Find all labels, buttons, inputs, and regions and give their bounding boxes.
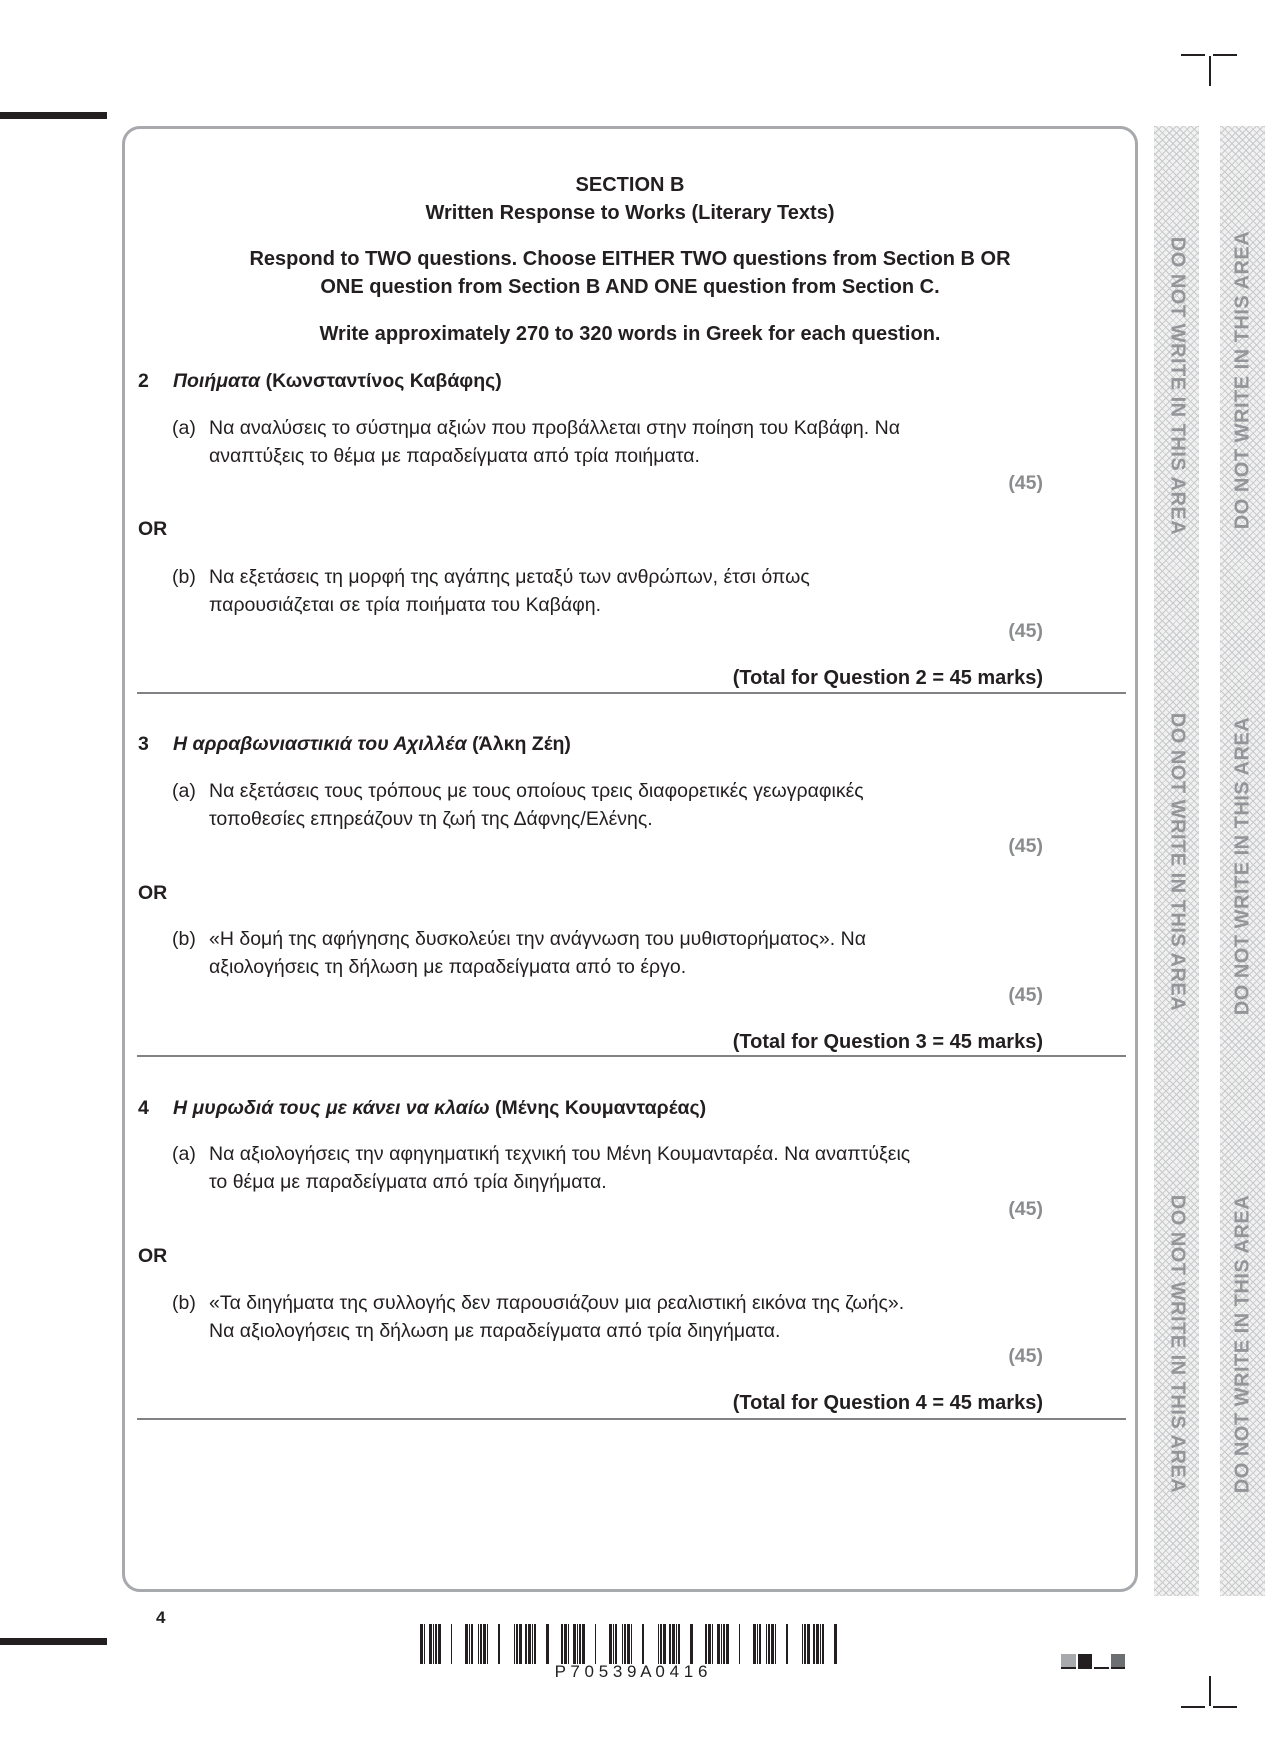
barcode-bars	[420, 1624, 842, 1664]
marks: (45)	[1008, 1345, 1043, 1367]
instruction: ONE question from Section B AND ONE question from Section C.	[320, 276, 940, 298]
barcode-bar	[573, 1624, 576, 1664]
barcode-bar	[672, 1624, 675, 1664]
barcode-bar	[615, 1624, 617, 1664]
barcode-bar	[807, 1624, 810, 1664]
marks: (45)	[1008, 984, 1043, 1006]
question-text: Να εξετάσεις τη μορφή της αγάπης μεταξύ των ανθρώπων, έτσι όπως	[209, 566, 810, 588]
section-subtitle: Written Response to Works (Literary Texts)	[425, 202, 835, 224]
barcode-bar	[451, 1624, 452, 1664]
question-total: (Total for Question 4 = 45 marks)	[732, 1392, 1043, 1414]
marks: (45)	[1008, 472, 1043, 494]
question-title	[173, 1097, 706, 1120]
barcode-bar	[660, 1624, 662, 1664]
barcode-bar	[438, 1624, 441, 1664]
barcode-bar	[568, 1624, 569, 1664]
question-title	[173, 370, 502, 393]
barcode-bar	[469, 1624, 470, 1664]
barcode-bar	[577, 1624, 578, 1664]
crop-mark	[1209, 1676, 1211, 1706]
marks: (45)	[1008, 620, 1043, 642]
barcode-bar	[705, 1624, 707, 1664]
crop-mark	[1213, 1706, 1237, 1708]
question-total: (Total for Question 3 = 45 marks)	[732, 1031, 1043, 1053]
barcode-bar	[786, 1624, 788, 1664]
work-author: (Άλκη Ζέη)	[472, 733, 571, 755]
page-number: 4	[156, 1608, 166, 1627]
barcode-bar	[802, 1624, 803, 1664]
barcode-bar	[813, 1624, 815, 1664]
margin-warning: DO NOT WRITE IN THIS AREA	[1166, 1194, 1188, 1494]
part-label: (a)	[172, 417, 196, 439]
barcode-bar	[525, 1624, 527, 1664]
question-text: Να αναλύσεις το σύστημα αξιών που προβάλλεται στην ποίηση του Καβάφη. Να	[209, 417, 900, 439]
part-label: (b)	[172, 566, 196, 588]
crop-mark	[1181, 54, 1205, 56]
marks: (45)	[1008, 835, 1043, 857]
barcode-bar	[708, 1624, 711, 1664]
instruction: Respond to TWO questions. Choose EITHER TWO questions from Section B OR	[249, 248, 1011, 270]
barcode-bar	[766, 1624, 767, 1664]
barcode-bar	[678, 1624, 680, 1664]
work-title: Η αρραβωνιαστικιά του Αχιλλέα	[173, 733, 467, 755]
or-label: OR	[138, 518, 168, 540]
barcode-bar	[579, 1624, 581, 1664]
margin-warning: DO NOT WRITE IN THIS AREA	[1231, 230, 1253, 530]
barcode-bar	[712, 1624, 713, 1664]
crop-mark	[1209, 56, 1211, 86]
barcode-bar	[753, 1624, 756, 1664]
barcode-bar	[519, 1624, 522, 1664]
question-total: (Total for Question 2 = 45 marks)	[732, 667, 1043, 689]
barcode-bar	[429, 1624, 432, 1664]
crop-mark	[1213, 54, 1237, 56]
barcode-bar	[723, 1624, 725, 1664]
question-title	[173, 733, 571, 756]
margin-bar-bottom	[0, 1638, 107, 1645]
barcode-bar	[663, 1624, 666, 1664]
barcode-bar	[609, 1624, 612, 1664]
barcode-bar	[820, 1624, 821, 1664]
work-title: Η μυρωδιά τους με κάνει να κλαίω	[173, 1097, 490, 1119]
question-text: αναπτύξεις το θέμα με παραδείγματα από τρία ποιήματα.	[209, 445, 700, 467]
margin-strip-inner	[1154, 126, 1199, 1596]
crop-mark	[1181, 1706, 1205, 1708]
barcode-bar	[534, 1624, 536, 1664]
barcode-bar	[690, 1624, 693, 1664]
barcode-bar	[739, 1624, 740, 1664]
work-title: Ποιήματα	[173, 370, 261, 392]
barcode-bar	[564, 1624, 567, 1664]
marks: (45)	[1008, 1198, 1043, 1220]
barcode-bar	[622, 1624, 623, 1664]
margin-warning: DO NOT WRITE IN THIS AREA	[1231, 716, 1253, 1016]
margin-warning: DO NOT WRITE IN THIS AREA	[1166, 712, 1188, 1012]
barcode-text: P 7 0 5 3 9 A 0 4 1 6	[554, 1662, 708, 1681]
divider	[137, 692, 1126, 694]
question-text: τοποθεσίες επηρεάζουν τη ζωή της Δάφνης/Ελένης.	[209, 808, 653, 830]
barcode-bar	[483, 1624, 486, 1664]
barcode-bar	[582, 1624, 585, 1664]
barcode-bar	[757, 1624, 758, 1664]
question-text: Να αξιολογήσεις τη δήλωση με παραδείγματα από τρία διηγήματα.	[209, 1320, 781, 1342]
barcode-bar	[480, 1624, 482, 1664]
barcode-bar	[514, 1624, 515, 1664]
margin-strip-outer	[1220, 126, 1265, 1596]
question-text: «Η δομή της αφήγησης δυσκολεύει την ανάγνωση του μυθιστορήματος». Να	[209, 928, 866, 950]
barcode-bar	[627, 1624, 630, 1664]
barcode-bar	[804, 1624, 806, 1664]
barcode-bar	[487, 1624, 488, 1664]
work-author: (Μένης Κουμανταρέας)	[494, 1097, 707, 1119]
question-text: παρουσιάζεται σε τρία ποιήματα του Καβάφη.	[209, 594, 602, 616]
margin-bar-top	[0, 112, 107, 119]
barcode-bar	[631, 1624, 632, 1664]
barcode-bar	[471, 1624, 473, 1664]
barcode-bar	[420, 1624, 423, 1664]
barcode-bar	[834, 1624, 837, 1664]
section-title: SECTION B	[575, 174, 685, 196]
question-text: «Τα διηγήματα της συλλογής δεν παρουσιάζουν μια ρεαλιστική εικόνα της ζωής».	[209, 1292, 905, 1314]
barcode-bar	[546, 1624, 549, 1664]
question-number: 3	[138, 733, 149, 755]
barcode-bar	[775, 1624, 776, 1664]
barcode-bar	[676, 1624, 677, 1664]
barcode	[420, 1624, 842, 1664]
barcode-bar	[478, 1624, 479, 1664]
barcode-bar	[516, 1624, 518, 1664]
margin-warning: DO NOT WRITE IN THIS AREA	[1166, 236, 1188, 536]
barcode-bar	[642, 1624, 644, 1664]
barcode-bar	[595, 1624, 596, 1664]
barcode-bar	[717, 1624, 720, 1664]
divider	[137, 1055, 1126, 1057]
barcode-bar	[532, 1624, 533, 1664]
work-author: (Κωνσταντίνος Καβάφης)	[265, 370, 502, 392]
barcode-bar	[768, 1624, 770, 1664]
instruction: Write approximately 270 to 320 words in Greek for each question.	[319, 323, 941, 345]
barcode-bar	[465, 1624, 468, 1664]
barcode-bar	[424, 1624, 425, 1664]
part-label: (b)	[172, 1292, 196, 1314]
barcode-bar	[822, 1624, 824, 1664]
barcode-bar	[435, 1624, 437, 1664]
or-label: OR	[138, 1245, 168, 1267]
part-label: (a)	[172, 780, 196, 802]
barcode-bar	[433, 1624, 434, 1664]
or-label: OR	[138, 882, 168, 904]
barcode-bar	[528, 1624, 531, 1664]
barcode-bar	[498, 1624, 500, 1664]
barcode-bar	[759, 1624, 761, 1664]
barcode-bar	[624, 1624, 626, 1664]
barcode-bar	[771, 1624, 774, 1664]
divider	[137, 1418, 1126, 1420]
margin-warning: DO NOT WRITE IN THIS AREA	[1231, 1194, 1253, 1494]
question-text: αξιολογήσεις τη δήλωση με παραδείγματα από το έργο.	[209, 956, 687, 978]
question-text: το θέμα με παραδείγματα από τρία διηγήματα.	[209, 1171, 607, 1193]
barcode-bar	[613, 1624, 614, 1664]
barcode-bar	[658, 1624, 659, 1664]
question-number: 4	[138, 1097, 149, 1119]
question-text: Να αξιολογήσεις την αφηγηματική τεχνική του Μένη Κουμανταρέα. Να αναπτύξεις	[209, 1143, 911, 1165]
part-label: (a)	[172, 1143, 196, 1165]
part-label: (b)	[172, 928, 196, 950]
barcode-bar	[561, 1624, 563, 1664]
barcode-bar	[726, 1624, 729, 1664]
barcode-bar	[669, 1624, 671, 1664]
question-number: 2	[138, 370, 149, 392]
barcode-bar	[721, 1624, 722, 1664]
color-blocks	[1061, 1654, 1125, 1669]
question-text: Να εξετάσεις τους τρόπους με τους οποίους τρεις διαφορετικές γεωγραφικές	[209, 780, 864, 802]
barcode-bar	[816, 1624, 819, 1664]
